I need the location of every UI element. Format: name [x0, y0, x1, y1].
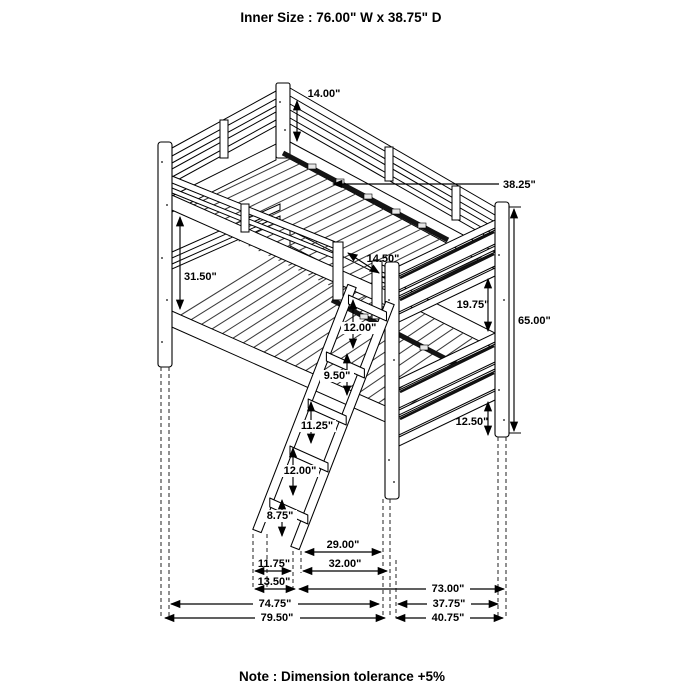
guard-support	[241, 204, 249, 232]
dim-label-bunk-gap-right: 19.75"	[456, 299, 490, 311]
right-post	[495, 202, 509, 437]
dim-label-ladder-outer-span: 32.00"	[328, 558, 362, 570]
dim-label-ladder-step-4: 12.00"	[283, 465, 317, 477]
dim-label-overall-length: 79.50"	[260, 612, 294, 624]
dim-label-frame-length: 74.75"	[258, 598, 292, 610]
rear-post	[276, 83, 290, 158]
dim-label-bunk-spacing-left: 31.50"	[184, 271, 217, 283]
dim-label-ladder-step-2: 9.50"	[323, 370, 351, 382]
dim-label-frame-width: 37.75"	[432, 598, 466, 610]
far-rail-support	[452, 186, 460, 220]
diagram-title: Inner Size : 76.00" W x 38.75" D	[240, 10, 442, 25]
guard-end-post-left	[333, 242, 343, 300]
dim-label-overall-width: 40.75"	[431, 612, 465, 624]
dim-label-overall-height: 65.00"	[518, 315, 551, 327]
lower-footboard	[399, 333, 495, 446]
dim-label-ladder-to-leg: 29.00"	[326, 539, 360, 551]
dim-label-inner-length: 73.00"	[431, 583, 465, 595]
far-rail-support	[385, 147, 393, 181]
left-post	[158, 142, 172, 367]
dim-label-ladder-opening: 14.50"	[366, 253, 400, 265]
dim-label-guard-rail-height: 14.00"	[307, 88, 341, 100]
dim-label-lower-clearance: 12.50"	[455, 416, 489, 428]
tolerance-note: Note : Dimension tolerance +5%	[239, 669, 445, 684]
dim-label-ladder-step-3: 11.25"	[300, 420, 334, 432]
dim-label-ladder-depth: 13.50"	[257, 576, 291, 588]
front-post	[385, 262, 399, 499]
dim-label-ladder-foot-height: 8.75"	[266, 510, 294, 522]
dim-label-ladder-feet-width: 11.75"	[257, 558, 291, 570]
headboard-support	[220, 120, 228, 158]
ladder-left-rail	[253, 284, 356, 532]
dim-label-slat-width: 38.25"	[503, 179, 536, 191]
dim-label-ladder-step-top: 12.00"	[343, 322, 377, 334]
